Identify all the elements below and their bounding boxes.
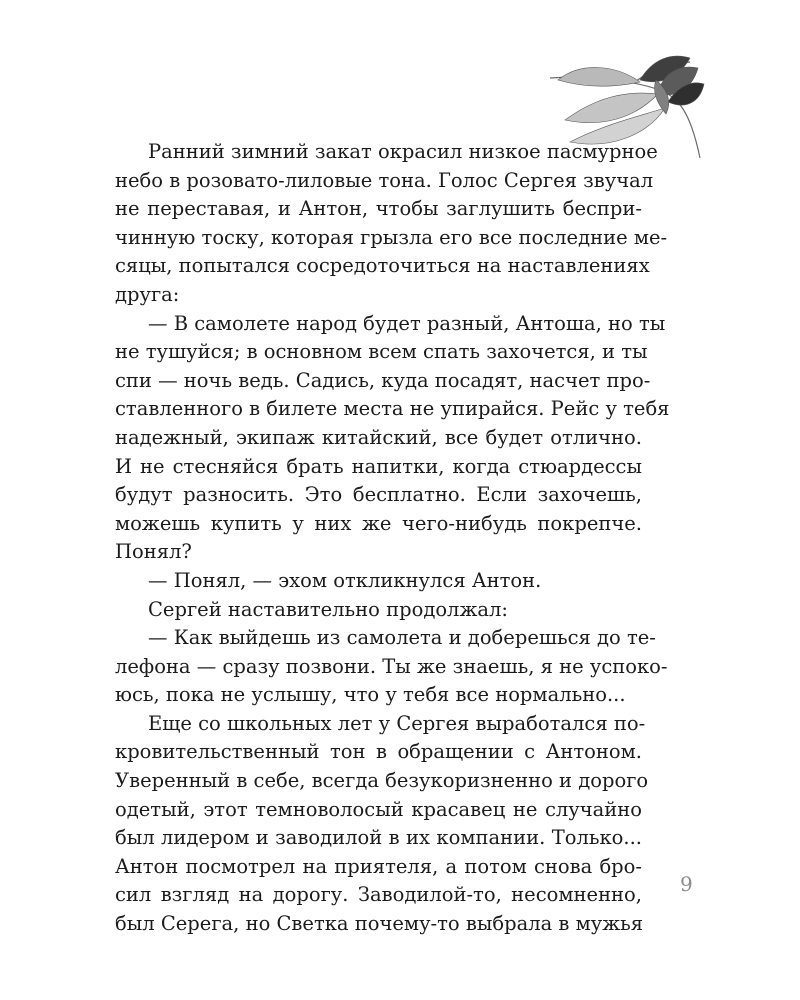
text-line-6: друга: <box>115 282 180 306</box>
text-line-25: был лидером и заводилой в их компании. Только... <box>115 826 642 850</box>
text-line-28: был Серега, но Светка почему-то выбрала в мужья <box>115 912 644 936</box>
text-line-14: можешь купить у них же чего-нибудь покрепче. <box>115 511 642 535</box>
text-line-21: Еще со школьных лет у Сергея выработался по- <box>148 711 646 735</box>
text-line-19: лефона — сразу позвони. Ты же знаешь, я не успоко- <box>115 654 668 678</box>
text-line-24: одетый, этот темноволосый красавец не случайно <box>115 797 642 821</box>
text-line-5: сяцы, попытался сосредоточиться на наставлениях <box>115 254 650 278</box>
text-line-27: сил взгляд на дорогу. Заводилой-то, несомненно, <box>115 883 642 907</box>
body-text <box>115 138 670 939</box>
text-line-1: Ранний зимний закат окрасил низкое пасмурное <box>148 140 658 163</box>
text-line-9: спи — ночь ведь. Садись, куда посадят, насчет про- <box>115 368 651 392</box>
text-line-13: будут разносить. Это бесплатно. Если захочешь, <box>115 483 642 507</box>
text-line-16: — Понял, — эхом откликнулся Антон. <box>148 568 542 592</box>
text-line-17: Сергей наставительно продолжал: <box>148 597 508 621</box>
text-line-3: не переставая, и Антон, чтобы заглушить беспри- <box>115 197 642 221</box>
text-line-26: Антон посмотрел на приятеля, а потом снова бро- <box>115 854 642 878</box>
text-line-23: Уверенный в себе, всегда безукоризненно и дорого <box>115 769 649 793</box>
text-line-22: кровительственный тон в обращении с Антоном. <box>115 740 642 764</box>
text-line-20: юсь, пока не услышу, что у тебя все нормально... <box>115 683 626 707</box>
text-line-4: чинную тоску, которая грызла его все последние ме- <box>115 225 668 249</box>
text-line-15: Понял? <box>115 540 192 564</box>
text-line-8: не тушуйся; в основном всем спать захочется, и ты <box>115 340 648 364</box>
text-line-7: — В самолете народ будет разный, Антоша, но ты <box>148 311 666 335</box>
text-line-2: небо в розовато-лиловые тона. Голос Сергея звучал <box>115 168 654 192</box>
text-line-10: ставленного в билете места не упирайся. Рейс у тебя <box>115 397 670 421</box>
text-line-18: — Как выйдешь из самолета и доберешься до те- <box>148 626 656 650</box>
text-line-11: надежный, экипаж китайский, все будет отлично. <box>115 425 642 449</box>
page-number: 9 <box>680 872 693 896</box>
text-line-12: И не стесняйся брать напитки, когда стюардессы <box>115 454 642 478</box>
